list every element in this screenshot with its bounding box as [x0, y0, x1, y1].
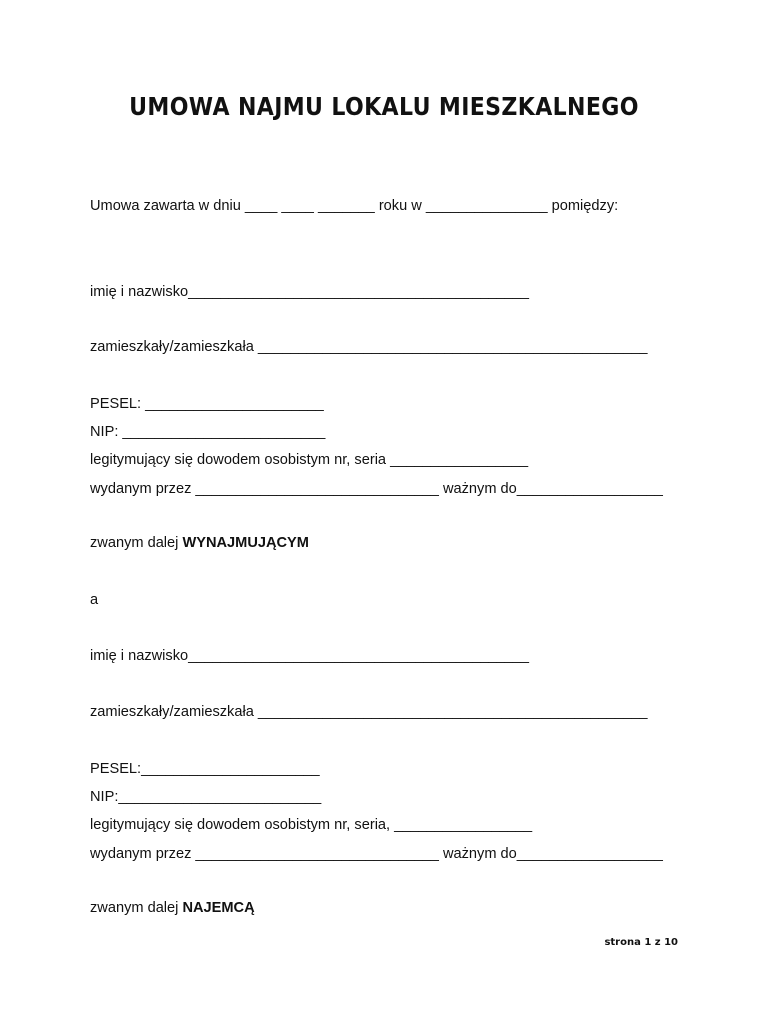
landlord-role: WYNAJMUJĄCYM	[182, 535, 309, 551]
landlord-id-line: legitymujący się dowodem osobistym nr, seria _________________	[90, 452, 529, 468]
landlord-pesel-line: PESEL: ______________________	[90, 396, 324, 412]
called-prefix: zwanym dalej	[90, 535, 183, 551]
tenant-pesel-line: PESEL:______________________	[90, 761, 320, 777]
page-number: strona 1 z 10	[604, 937, 678, 948]
intro-line: Umowa zawarta w dniu ____ ____ _______ roku w _______________ pomiędzy:	[90, 198, 619, 214]
called-prefix: zwanym dalej	[90, 900, 183, 916]
tenant-address-line: zamieszkały/zamieszkała ________________________________________________	[90, 704, 648, 720]
tenant-issued-line: wydanym przez ______________________________ ważnym do__________________	[90, 846, 663, 862]
document-title: UMOWA NAJMU LOKALU MIESZKALNEGO	[129, 92, 639, 121]
landlord-name-line: imię i nazwisko__________________________________________	[90, 284, 530, 300]
tenant-name-line: imię i nazwisko__________________________________________	[90, 648, 530, 664]
landlord-nip-line: NIP: _________________________	[90, 424, 326, 440]
tenant-role: NAJEMCĄ	[182, 900, 255, 916]
tenant-nip-line: NIP:_________________________	[90, 789, 322, 805]
conjunction-text: a	[90, 592, 99, 608]
tenant-id-line: legitymujący się dowodem osobistym nr, seria, _________________	[90, 817, 533, 833]
landlord-issued-line: wydanym przez ______________________________ ważnym do__________________	[90, 481, 663, 497]
tenant-called-line	[90, 899, 255, 917]
landlord-address-line: zamieszkały/zamieszkała ________________________________________________	[90, 339, 648, 355]
landlord-called-line	[90, 534, 309, 552]
